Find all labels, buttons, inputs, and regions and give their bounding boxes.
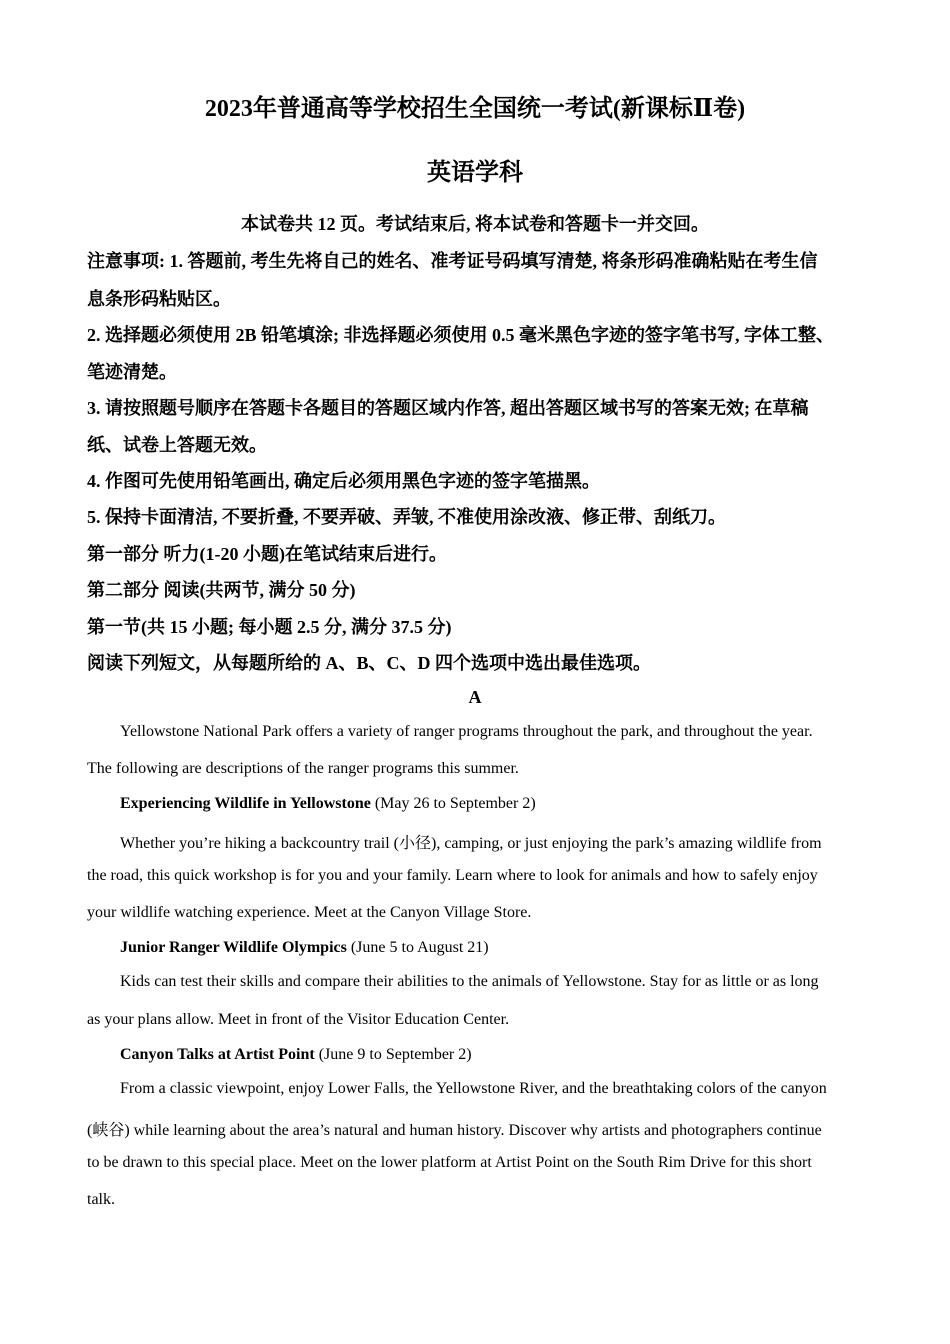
note-3-line-2: 纸、试卷上答题无效。 [87, 435, 267, 455]
passage-intro-line-2: The following are descriptions of the ranger programs this summer. [87, 760, 519, 777]
reading-direction: 阅读下列短文，从每题所给的 A、B、C、D 四个选项中选出最佳选项。 [87, 653, 651, 673]
note-2-line-1: 2. 选择题必须使用 2B 铅笔填涂; 非选择题必须使用 0.5 毫米黑色字迹的签字笔书写, 字体工整、 [87, 325, 834, 345]
note-2-line-2: 笔迹清楚。 [87, 362, 177, 382]
program-2-heading [120, 939, 489, 957]
passage-label: A [468, 687, 482, 707]
exam-title: 2023年普通高等学校招生全国统一考试(新课标Ⅱ卷) [204, 96, 746, 122]
program-2-line-2: as your plans allow. Meet in front of the Visitor Education Center. [87, 1011, 510, 1028]
program-1-dates: (May 26 to September 2) [370, 795, 536, 812]
program-1-title: Experiencing Wildlife in Yellowstone [120, 795, 371, 812]
part-2-heading: 第二部分 阅读(共两节, 满分 50 分) [87, 580, 356, 600]
program-2-line-1: Kids can test their skills and compare their abilities to the animals of Yellowstone. Stay for as little or as long [120, 973, 819, 990]
program-2-title: Junior Ranger Wildlife Olympics [120, 939, 347, 956]
program-3-line-1: From a classic viewpoint, enjoy Lower Falls, the Yellowstone River, and the breathtaking colors of the canyon [120, 1080, 827, 1097]
note-4: 4. 作图可先使用铅笔画出, 确定后必须用黑色字迹的签字笔描黑。 [87, 471, 600, 491]
exam-intro: 本试卷共 12 页。考试结束后, 将本试卷和答题卡一并交回。 [241, 214, 709, 234]
program-1-heading [120, 795, 536, 813]
program-3-line-3: to be drawn to this special place. Meet on the lower platform at Artist Point on the South Rim Drive for this short [87, 1154, 812, 1171]
program-3-line-4: talk. [87, 1191, 115, 1208]
passage-intro-line-1: Yellowstone National Park offers a variety of ranger programs throughout the park, and throughout the year. [120, 723, 813, 740]
program-1-line-3: your wildlife watching experience. Meet at the Canyon Village Store. [87, 904, 532, 921]
program-2-dates: (June 5 to August 21) [346, 939, 489, 956]
program-3-dates: (June 9 to September 2) [314, 1046, 472, 1063]
subject-title: 英语学科 [427, 160, 523, 186]
program-1-line-1: Whether you’re hiking a backcountry trail (小径), camping, or just enjoying the park’s amazing wildlife from [120, 835, 822, 852]
note-1-line-2: 息条形码粘贴区。 [87, 289, 231, 309]
program-3-heading [120, 1046, 472, 1064]
program-3-line-2: (峡谷) while learning about the area’s natural and human history. Discover why artists and photographers continue [87, 1122, 822, 1139]
program-3-title: Canyon Talks at Artist Point [120, 1046, 315, 1063]
part-1-heading: 第一部分 听力(1-20 小题)在笔试结束后进行。 [87, 544, 447, 564]
note-1-line-1: 注意事项: 1. 答题前, 考生先将自己的姓名、准考证号码填写清楚, 将条形码准确粘贴在考生信 [87, 251, 818, 271]
section-1-heading: 第一节(共 15 小题; 每小题 2.5 分, 满分 37.5 分) [87, 617, 452, 637]
program-1-line-2: the road, this quick workshop is for you and your family. Learn where to look for animals and how to safely enjoy [87, 867, 818, 884]
note-3-line-1: 3. 请按照题号顺序在答题卡各题目的答题区域内作答, 超出答题区域书写的答案无效; 在草稿 [87, 398, 809, 418]
note-5: 5. 保持卡面清洁, 不要折叠, 不要弄破、弄皱, 不准使用涂改液、修正带、刮纸刀。 [87, 507, 726, 527]
